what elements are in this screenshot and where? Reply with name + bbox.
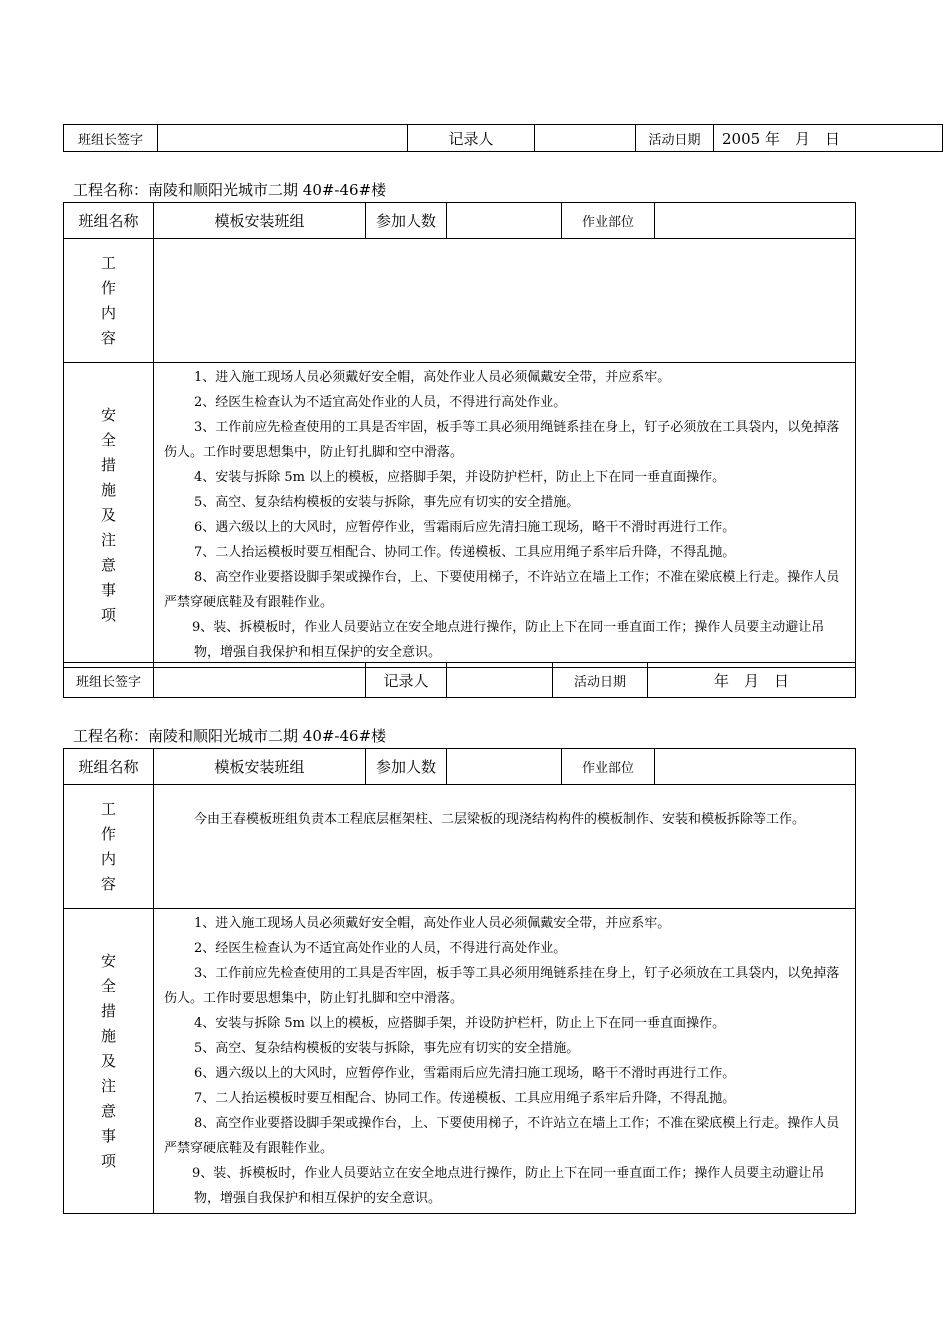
measure-item: 1、进入施工现场人员必须戴好安全帽，高处作业人员必须佩戴安全带，并应系牢。 xyxy=(194,370,671,385)
footer-signature-table xyxy=(63,662,856,698)
team-name-value: 模板安装班组 xyxy=(154,203,366,239)
safety-measures-label: 安 全 措 施 及 注 意 事 项 xyxy=(64,909,154,1214)
measure-item: 5、高空、复杂结构模板的安装与拆除，事先应有切实的安全措施。 xyxy=(194,495,580,510)
recorder-label: 记录人 xyxy=(408,125,535,152)
measure-item: 2、经医生检查认为不适宜高处作业的人员，不得进行高处作业。 xyxy=(194,941,567,956)
work-location-field[interactable] xyxy=(655,203,856,239)
participant-count-field[interactable] xyxy=(447,203,562,239)
measure-item: 8、高空作业要搭设脚手架或操作台，上、下要使用梯子，不许站立在墙上工作；不准在梁底模上行走。操作人员严禁穿硬底鞋及有跟鞋作业。 xyxy=(164,570,840,610)
measure-item: 7、二人抬运模板时要互相配合、协同工作。传递模板、工具应用绳子系牢后升降，不得乱抛。 xyxy=(194,545,736,560)
participant-count-label: 参加人数 xyxy=(366,749,447,785)
footer-leader-sign-field[interactable] xyxy=(154,663,366,698)
top-signature-table xyxy=(63,124,943,152)
measure-item: 4、安装与拆除 5m 以上的模板，应搭脚手架，并设防护栏杆，防止上下在同一垂直面操作。 xyxy=(194,1016,726,1031)
safety-measures-list xyxy=(154,909,856,1214)
safety-measures-list xyxy=(154,363,856,668)
safety-measures-label: 安 全 措 施 及 注 意 事 项 xyxy=(64,363,154,668)
safety-briefing-table xyxy=(63,748,856,1214)
measure-item: 3、工作前应先检查使用的工具是否牢固，板手等工具必须用绳链系挂在身上，钉子必须放在工具袋内，以免掉落伤人。工作时要思想集中，防止钉扎脚和空中滑落。 xyxy=(164,966,840,1006)
safety-briefing-table xyxy=(63,202,856,668)
work-content-label: 工 作 内 容 xyxy=(64,785,154,909)
footer-activity-date-label: 活动日期 xyxy=(553,663,648,698)
team-name-value: 模板安装班组 xyxy=(154,749,366,785)
participant-count-field[interactable] xyxy=(447,749,562,785)
measure-item: 7、二人抬运模板时要互相配合、协同工作。传递模板、工具应用绳子系牢后升降，不得乱抛。 xyxy=(194,1091,736,1106)
leader-sign-field[interactable] xyxy=(158,125,408,152)
measure-item: 9、装、拆模板时，作业人员要站立在安全地点进行操作，防止上下在同一垂直面工作；操作人员要主动避让吊物，增强自我保护和相互保护的安全意识。 xyxy=(192,620,825,660)
footer-recorder-label: 记录人 xyxy=(366,663,447,698)
measure-item: 8、高空作业要搭设脚手架或操作台，上、下要使用梯子，不许站立在墙上工作；不准在梁底模上行走。操作人员严禁穿硬底鞋及有跟鞋作业。 xyxy=(164,1116,840,1156)
work-content-field[interactable]: 今由王春模板班组负责本工程底层框架柱、二层梁板的现浇结构构件的模板制作、安装和模板拆除等工作。 xyxy=(154,785,856,909)
work-location-label: 作业部位 xyxy=(562,749,655,785)
work-content-field[interactable] xyxy=(154,239,856,363)
leader-sign-label: 班组长签字 xyxy=(64,125,158,152)
measure-item: 9、装、拆模板时，作业人员要站立在安全地点进行操作，防止上下在同一垂直面工作；操作人员要主动避让吊物，增强自我保护和相互保护的安全意识。 xyxy=(192,1166,825,1206)
footer-leader-sign-label: 班组长签字 xyxy=(64,663,154,698)
work-location-label: 作业部位 xyxy=(562,203,655,239)
footer-recorder-field[interactable] xyxy=(447,663,553,698)
participant-count-label: 参加人数 xyxy=(366,203,447,239)
measure-item: 5、高空、复杂结构模板的安装与拆除，事先应有切实的安全措施。 xyxy=(194,1041,580,1056)
measure-item: 4、安装与拆除 5m 以上的模板，应搭脚手架，并设防护栏杆，防止上下在同一垂直面操作。 xyxy=(194,470,726,485)
measure-item: 3、工作前应先检查使用的工具是否牢固，板手等工具必须用绳链系挂在身上，钉子必须放在工具袋内，以免掉落伤人。工作时要思想集中，防止钉扎脚和空中滑落。 xyxy=(164,420,840,460)
team-name-label: 班组名称 xyxy=(64,203,154,239)
measure-item: 1、进入施工现场人员必须戴好安全帽，高处作业人员必须佩戴安全带，并应系牢。 xyxy=(194,916,671,931)
measure-item: 6、遇六级以上的大风时，应暂停作业，雪霜雨后应先清扫施工现场，略干不滑时再进行工作。 xyxy=(194,1066,736,1081)
measure-item: 2、经医生检查认为不适宜高处作业的人员，不得进行高处作业。 xyxy=(194,395,567,410)
activity-date-value[interactable]: 2005 年 月 日 xyxy=(714,125,943,152)
work-location-field[interactable] xyxy=(655,749,856,785)
project-title: 工程名称：南陵和顺阳光城市二期 40#-46#楼 xyxy=(73,181,387,199)
team-name-label: 班组名称 xyxy=(64,749,154,785)
work-content-label: 工 作 内 容 xyxy=(64,239,154,363)
measure-item: 6、遇六级以上的大风时，应暂停作业，雪霜雨后应先清扫施工现场，略干不滑时再进行工作。 xyxy=(194,520,736,535)
project-title: 工程名称：南陵和顺阳光城市二期 40#-46#楼 xyxy=(73,727,387,745)
recorder-field[interactable] xyxy=(535,125,636,152)
footer-activity-date-value[interactable]: 年 月 日 xyxy=(648,663,856,698)
activity-date-label: 活动日期 xyxy=(636,125,714,152)
